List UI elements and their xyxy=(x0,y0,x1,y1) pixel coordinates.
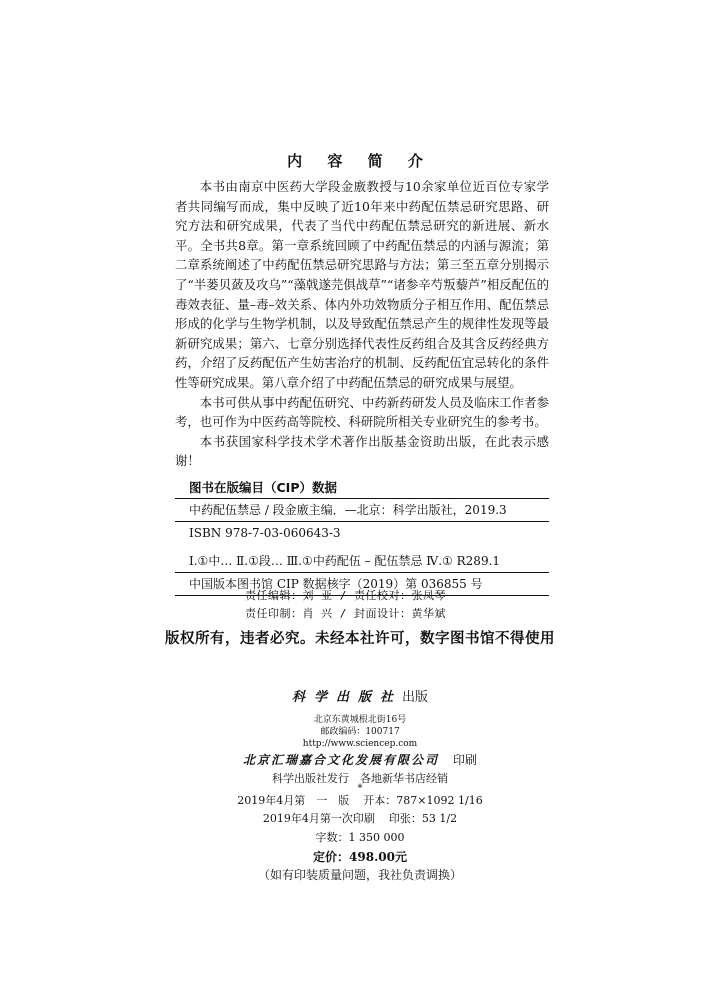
cip-data-block xyxy=(175,477,549,596)
cip-line-title: 中药配伍禁忌 / 段金廒主编．—北京：科学出版社，2019.3 xyxy=(175,499,549,522)
distribution-line: 科学出版社发行 各地新华书店经销 xyxy=(272,772,448,785)
cip-line-isbn: ISBN 978-7-03-060643-3 xyxy=(189,526,341,540)
editor-credit-line: 责任编辑：刘 亚 / 责任校对：张凤琴 xyxy=(245,589,446,602)
edition-line xyxy=(0,792,720,808)
editor-credit-line: 责任印制：肖 兴 / 封面设计：黄华斌 xyxy=(245,607,446,620)
cip-line-record: 中国版本图书馆 CIP 数据核字（2019）第 036855 号 xyxy=(175,573,549,596)
editor-credits xyxy=(245,587,446,623)
intro-paragraph: 本书可供从事中药配伍研究、中药新药研发人员及临床工作者参考，也可作为中医药高等院校、科研院所相关专业研究生的参考书。 xyxy=(175,394,549,430)
format-size: 开本：787×1092 1/16 xyxy=(363,794,483,807)
intro-body xyxy=(175,177,549,471)
cip-line-classification: Ⅰ.①中… Ⅱ.①段… Ⅲ.①中药配伍 – 配伍禁忌 Ⅳ.① R289.1 xyxy=(175,550,549,573)
publisher-postcode: 邮政编码：100717 xyxy=(320,727,400,737)
publisher-website: http://www.sciencep.com xyxy=(302,739,418,749)
printer-line xyxy=(0,751,720,768)
printing-line xyxy=(0,810,720,826)
publisher-logo: 科学出版社 xyxy=(291,690,402,705)
copyright-notice: 版权所有，违者必究。未经本社许可，数字图书馆不得使用 xyxy=(165,631,555,647)
word-count: 字数：1 350 000 xyxy=(315,831,405,844)
publisher-suffix: 出版 xyxy=(402,690,429,705)
printer-name: 北京汇瑞嘉合文化发展有限公司 xyxy=(242,753,439,767)
printer-suffix: 印刷 xyxy=(453,753,478,767)
intro-paragraph: 本书由南京中医药大学段金廒教授与10余家单位近百位专家学者共同编写而成，集中反映了近10年来中药配伍禁忌研究思路、研究方法和研究成果，代表了当代中药配伍禁忌研究的新进展、新水平。全书共8章。第一章系统回顾了中药配伍禁忌的内涵与源流；第二章系统阐述了中药配伍禁忌研究思路与方法；第三至五章分别揭示了“半蒌贝蔹及攻乌”“藻戟遂芫俱战草”“诸参辛芍叛藜芦”相反配伍的毒效表征、量–毒–效关系、体内外功效物质分子相互作用、配伍禁忌形成的化学与生物学机制，以及导致配伍禁忌产生的规律性发现等最新研究成果；第六、七章分别选择代表性反药组合及其含反药经典方药，介绍了反药配伍产生妨害治疗的机制、反药配伍宜忌转化的条件性等研究成果。第八章介绍了中药配伍禁忌的研究成果与展望。 xyxy=(175,179,549,390)
intro-paragraph: 本书获国家科学技术学术著作出版基金资助出版，在此表示感谢！ xyxy=(175,433,549,469)
print-sheets: 印张：53 1/2 xyxy=(388,812,458,825)
print-date: 2019年4月第一次印刷 xyxy=(262,812,375,825)
intro-title: 内 容 简 介 xyxy=(287,152,433,170)
price: 定价：498.00元 xyxy=(313,850,407,864)
cip-heading: 图书在版编目（CIP）数据 xyxy=(175,477,549,499)
separator-star: * xyxy=(357,783,363,794)
quality-notice: （如有印装质量问题，我社负责调换） xyxy=(257,868,462,882)
publisher-address: 北京东黄城根北街16号 xyxy=(313,715,407,725)
publisher-line xyxy=(0,686,720,705)
edition-date: 2019年4月第 一 版 xyxy=(237,794,350,807)
